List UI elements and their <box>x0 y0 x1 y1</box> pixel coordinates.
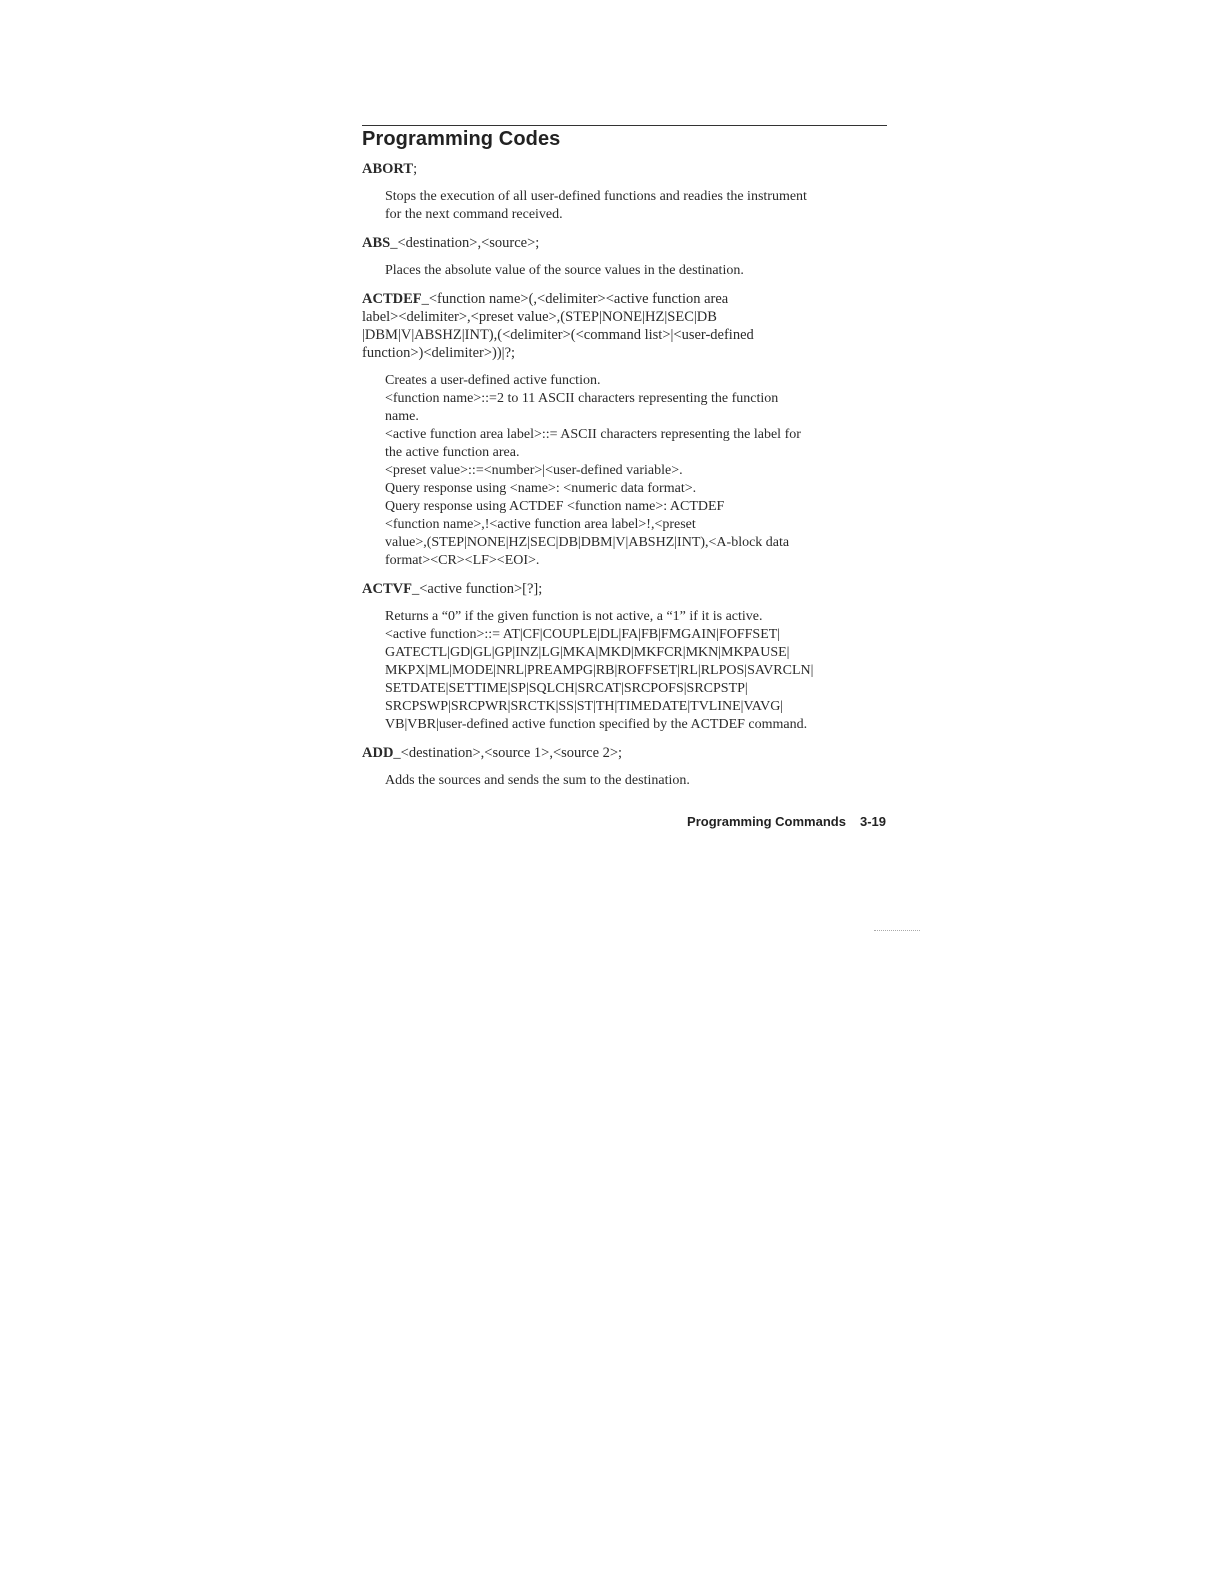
description-line: GATECTL|GD|GL|GP|INZ|LG|MKA|MKD|MKFCR|MKN|MKPAUSE| <box>385 645 790 660</box>
footer-label: Programming Commands <box>687 814 846 829</box>
command-actdef-description <box>385 372 892 570</box>
description-line: Returns a “0” if the given function is not active, a “1” if it is active. <box>385 609 763 624</box>
description-line: <function name>::=2 to 11 ASCII characters representing the function <box>385 391 779 406</box>
command-add-description <box>385 772 892 790</box>
command-actdef-syntax <box>362 290 892 362</box>
command-params: function>)<delimiter>))|?; <box>362 345 516 361</box>
command-keyword: ABS <box>362 235 391 251</box>
command-keyword: ABORT <box>362 161 414 177</box>
header-rule <box>362 125 887 126</box>
description-line: <active function>::= AT|CF|COUPLE|DL|FA|FB|FMGAIN|FOFFSET| <box>385 627 781 642</box>
description-line: Stops the execution of all user-defined functions and readies the instrument <box>385 189 807 204</box>
command-abs-description <box>385 262 892 280</box>
command-actvf-syntax <box>362 580 892 598</box>
scan-artifact <box>874 930 920 931</box>
description-line: Query response using ACTDEF <function name>: ACTDEF <box>385 499 725 514</box>
description-line: for the next command received. <box>385 207 563 222</box>
command-params: label><delimiter>,<preset value>,(STEP|NONE|HZ|SEC|DB <box>362 309 717 325</box>
description-line: Adds the sources and sends the sum to the destination. <box>385 773 690 788</box>
command-params: _<destination>,<source 1>,<source 2>; <box>393 745 623 761</box>
page-footer <box>687 814 886 829</box>
command-abs-syntax <box>362 234 892 252</box>
description-line: SRCPSWP|SRCPWR|SRCTK|SS|ST|TH|TIMEDATE|TVLINE|VAVG| <box>385 699 784 714</box>
description-line: Creates a user-defined active function. <box>385 373 601 388</box>
section-title: Programming Codes <box>362 128 561 150</box>
command-list <box>362 160 892 790</box>
command-params: |DBM|V|ABSHZ|INT),(<delimiter>(<command list>|<user-defined <box>362 327 754 343</box>
command-add-syntax <box>362 744 892 762</box>
description-line: value>,(STEP|NONE|HZ|SEC|DB|DBM|V|ABSHZ|INT),<A-block data <box>385 535 790 550</box>
description-line: Query response using <name>: <numeric data format>. <box>385 481 697 496</box>
command-params: _<destination>,<source>; <box>390 235 540 251</box>
description-line: <active function area label>::= ASCII characters representing the label for <box>385 427 801 442</box>
command-params: _<function name>(,<delimiter><active function area <box>421 291 729 307</box>
description-line: format><CR><LF><EOI>. <box>385 553 540 568</box>
description-line: name. <box>385 409 419 424</box>
command-actvf-description <box>385 608 892 734</box>
command-keyword: ACTDEF <box>362 291 422 307</box>
description-line: SETDATE|SETTIME|SP|SQLCH|SRCAT|SRCPOFS|SRCPSTP| <box>385 681 748 696</box>
description-line: <preset value>::=<number>|<user-defined variable>. <box>385 463 683 478</box>
description-line: Places the absolute value of the source values in the destination. <box>385 263 744 278</box>
description-line: the active function area. <box>385 445 520 460</box>
description-line: VB|VBR|user-defined active function specified by the ACTDEF command. <box>385 717 808 732</box>
command-abort-syntax <box>362 160 892 178</box>
command-keyword: ACTVF <box>362 581 412 597</box>
command-params: _<active function>[?]; <box>411 581 543 597</box>
command-abort-description <box>385 188 892 224</box>
description-line: MKPX|ML|MODE|NRL|PREAMPG|RB|ROFFSET|RL|RLPOS|SAVRCLN| <box>385 663 814 678</box>
command-keyword: ADD <box>362 745 394 761</box>
description-line: <function name>,!<active function area label>!,<preset <box>385 517 696 532</box>
page-number: 3-19 <box>859 814 886 829</box>
command-params: ; <box>413 161 418 177</box>
